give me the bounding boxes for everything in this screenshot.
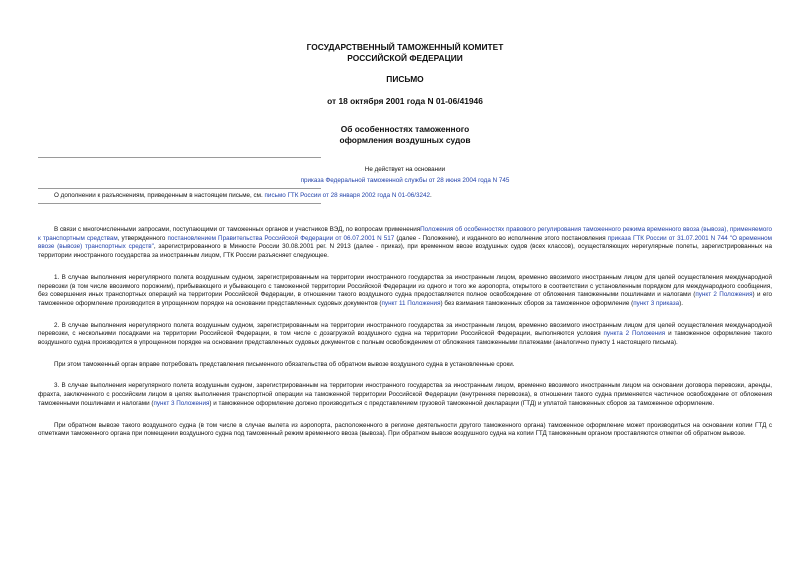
link-clause-2[interactable]: пункта 2 Положения: [603, 330, 666, 338]
paragraph-4: [38, 382, 772, 408]
text: При этом таможенный орган вправе потребовать представления письменного обязательства об обратном вывозе воздушного судна в установленные сроки.: [54, 360, 515, 368]
paragraph-1: [38, 274, 772, 309]
addition-note: [54, 192, 772, 200]
paragraph-intro: [38, 226, 772, 261]
text: 2. В случае выполнения нерегулярного полета воздушным судном, зарегистрированным на территории иностранного государства за иностранным лицом, временно ввозимого иностранным лицом для целей осуществления международной перевозки, с несколькими посадками на территории Российской Федерации, в том числе с дозагрузкой воздушного судна на территории Российской Федерации, выполняются условия: [38, 321, 772, 338]
paragraph-3: [38, 361, 772, 370]
subject-line-1: Об особенностях таможенного: [340, 124, 470, 134]
document: [38, 42, 772, 452]
status-text: Не действует на основании: [364, 166, 446, 173]
link-regulation[interactable]: Положения об особенностях правового регулирования таможенного режима временного ввоза (вывоза), применяемого к транспортным средствам: [38, 226, 772, 242]
divider: [38, 203, 321, 204]
text: , зарегистрированного в Минюсте России 30.08.2001 рег. N 2913 (далее - приказ), при временном ввозе воздушных судов (всех классов), осуществляющих нерегулярные полеты, зарегистрированных на территории иностранного государства за иностранным лицом, ГТК России разъясняет следующее.: [38, 243, 772, 260]
authority-line-1: ГОСУДАРСТВЕННЫЙ ТАМОЖЕННЫЙ КОМИТЕТ: [306, 42, 504, 52]
link-clause-3[interactable]: пункт 3 Положения: [153, 399, 210, 407]
issuing-authority: [38, 42, 772, 63]
paragraph-5: [38, 422, 772, 439]
text: ).: [679, 299, 683, 307]
text: 1. В случае выполнения нерегулярного полета воздушным судном, зарегистрированным на территории иностранного государства за иностранным лицом, временно ввозимого иностранным лицом для целей осуществления международной перевозки (в том числе ввозимого порожним), прибывающего и убывающего с таможенной территории Российской Федерации из одного и того же аэропорта, открытого в соответствии с установленным порядком для международного сообщения, без совершения иных транспортных операций на территории Российской Федерации, в отношении такого воздушного судна предоставляется полное освобождение от обложения таможенными пошлинами и налогами (: [38, 273, 772, 299]
text: (далее - Положение), и изданного во исполнение этого постановления: [396, 234, 606, 242]
text: ) и таможенное оформление должно производиться с представлением грузовой таможенной декларации (ГТД) и уплатой таможенных сборов за таможенное оформление.: [209, 399, 715, 407]
document-type: ПИСЬМО: [386, 74, 424, 84]
document-status: [38, 164, 772, 186]
text: В связи с многочисленными запросами, поступающими от таможенных органов и участников ВЭД, по вопросам применения: [54, 226, 421, 233]
text: ) без взимания таможенных сборов за таможенное оформление (: [440, 299, 634, 307]
link-clause-11[interactable]: пункт 11 Положения: [381, 299, 441, 307]
letter-body: [38, 226, 772, 439]
link-order-clause-3[interactable]: пункт 3 приказа: [633, 299, 680, 307]
addition-text: О дополнении к разъяснениям, приведенным в настоящем письме, см.: [54, 192, 263, 199]
link-order-744[interactable]: приказа ГТК России от 31.07.2001 N 744 "О временном ввозе (вывозе) транспортных средств": [38, 234, 773, 251]
link-government-decree[interactable]: постановлением Правительства Российской Федерации от 06.07.2001 N 517: [167, 234, 395, 242]
addition-link[interactable]: письмо ГТК России от 28 января 2002 года N 01-06/3242: [264, 192, 431, 199]
document-date-number: от 18 октября 2001 года N 01-06/41946: [327, 95, 483, 106]
paragraph-2: [38, 322, 772, 348]
text: , утвержденного: [117, 234, 166, 242]
text: ) и его таможенное оформление производится в упрощенном порядке на основании представленных судовых документов (: [38, 291, 772, 307]
status-link[interactable]: приказа Федеральной таможенной службы от 28 июня 2004 года N 745: [300, 177, 510, 184]
subject-line-2: оформления воздушных судов: [339, 134, 471, 145]
divider: [38, 157, 321, 158]
text: и таможенное оформление такого воздушного судна производится в упрощенном порядке на основании представленных судовых документов с полным освобождением от обложения таможенными платежами (аналогично пункту 1 настоящего письма).: [38, 330, 772, 347]
document-subject: [38, 124, 772, 145]
divider: [38, 188, 321, 189]
addition-end: .: [430, 192, 432, 199]
text: 3. В случае выполнения нерегулярного полета воздушным судном, зарегистрированным на территории иностранного государства за иностранным лицом, временно ввозимого иностранным лицом на основании договора перевозки, аренды, фрахта, заключенного с российским лицом в целях выполнения транспортной операции на таможенной территории Российской Федерации (внутренняя перевозка), в отношении такого судна применяется частичное освобождение от обложения таможенными пошлинами и налогами (: [38, 382, 772, 407]
text: При обратном вывозе такого воздушного судна (в том числе в случае вылета из аэропорта, расположенного в регионе деятельности другого таможенного органа) таможенное оформление может производиться на основании копии ГТД с отметками таможенного органа при помещении воздушного судна под таможенный режим временного ввоза (вывоза). При обратном вывозе воздушного судна на копии ГТД таможенным органом проставляются отметки об обратном вывозе.: [38, 421, 772, 438]
link-clause-2[interactable]: пункт 2 Положения: [695, 291, 753, 299]
authority-line-2: РОССИЙСКОЙ ФЕДЕРАЦИИ: [347, 52, 463, 63]
